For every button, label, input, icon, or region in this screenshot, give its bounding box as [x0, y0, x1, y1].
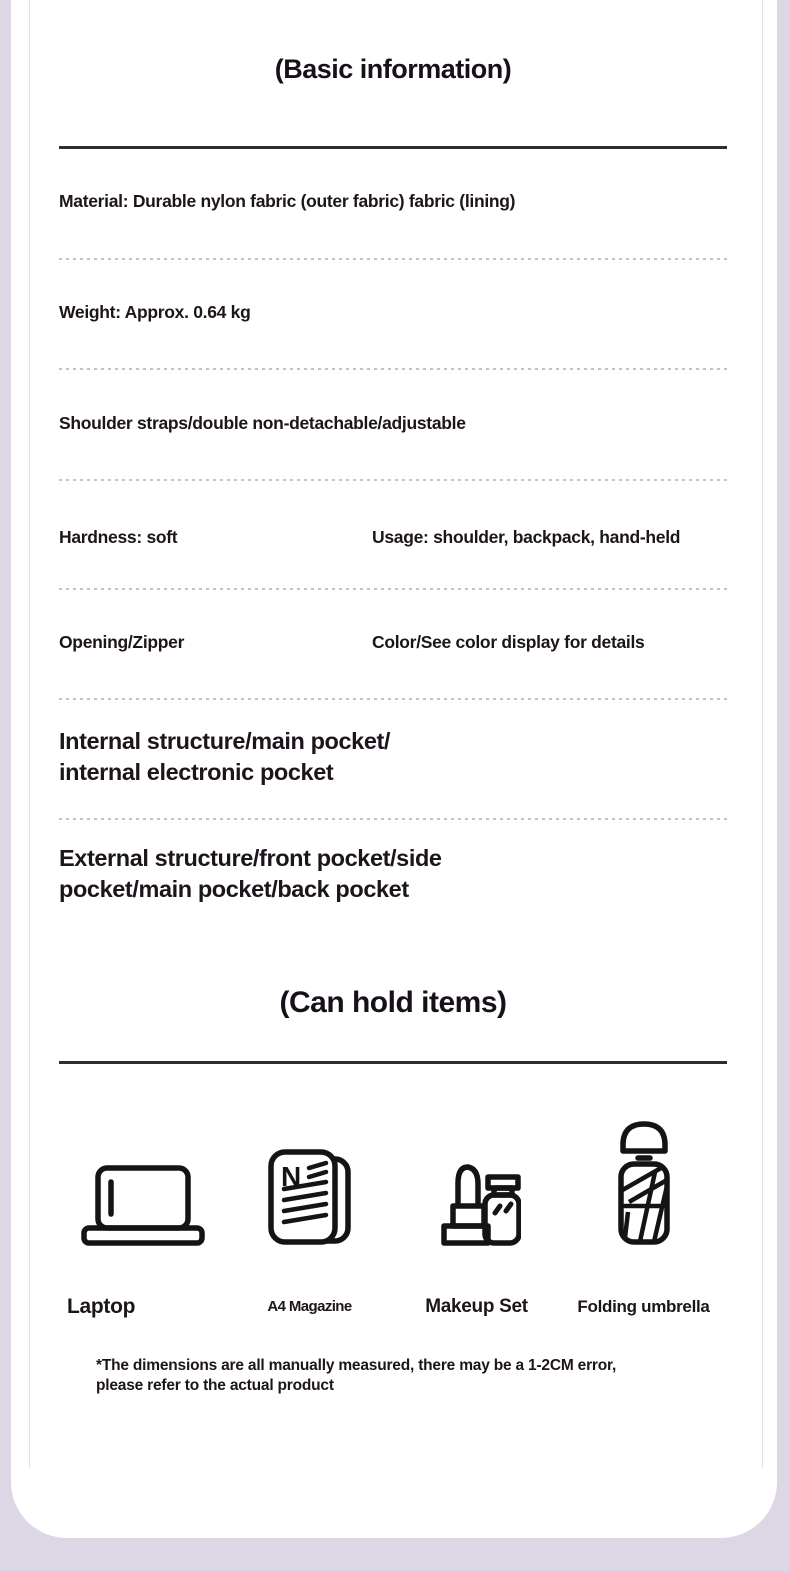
dashed-divider [59, 698, 727, 700]
dashed-divider [59, 588, 727, 590]
spec-external-structure: External structure/front pocket/side pocket/main pocket/back pocket [59, 845, 442, 902]
item-magazine [226, 1110, 393, 1320]
item-label: Folding umbrella [577, 1297, 710, 1316]
dashed-divider [59, 368, 727, 370]
spec-opening: Opening/Zipper [59, 632, 185, 652]
section-divider [59, 146, 727, 149]
spec-hardness-usage [59, 526, 727, 549]
spec-color: Color/See color display for details [372, 632, 645, 652]
measurement-note: *The dimensions are all manually measured, there may be a 1-2CM error, please refer to the actual product [96, 1357, 617, 1394]
card-content [11, 0, 777, 1396]
can-hold-items [59, 1110, 727, 1320]
spec-weight: Weight: Approx. 0.64 kg [59, 302, 251, 322]
dashed-divider [59, 479, 727, 481]
item-laptop [59, 1110, 226, 1320]
item-umbrella [560, 1110, 727, 1320]
basic-info-title: (Basic information) [274, 54, 512, 84]
spec-opening-color [59, 631, 727, 654]
spec-hardness: Hardness: soft [59, 527, 178, 547]
makeup-icon [433, 1156, 521, 1246]
spec-usage: Usage: shoulder, backpack, hand-held [372, 527, 681, 547]
laptop-icon [81, 1164, 205, 1246]
can-hold-title: (Can hold items) [279, 986, 507, 1019]
svg-text:N: N [280, 1161, 301, 1192]
spec-material: Material: Durable nylon fabric (outer fabric) fabric (lining) [59, 191, 516, 211]
item-makeup [393, 1110, 560, 1320]
spec-internal-structure: Internal structure/main pocket/ internal electronic pocket [59, 728, 391, 785]
spec-straps: Shoulder straps/double non-detachable/adjustable [59, 413, 466, 433]
info-card [11, 0, 777, 1538]
item-label: Makeup Set [425, 1296, 528, 1317]
item-label: Laptop [67, 1295, 136, 1318]
dashed-divider [59, 258, 727, 260]
umbrella-icon [615, 1120, 673, 1246]
section-divider [59, 1061, 727, 1064]
magazine-icon [268, 1149, 352, 1246]
dashed-divider [59, 818, 727, 820]
item-label: A4 Magazine [267, 1298, 352, 1315]
